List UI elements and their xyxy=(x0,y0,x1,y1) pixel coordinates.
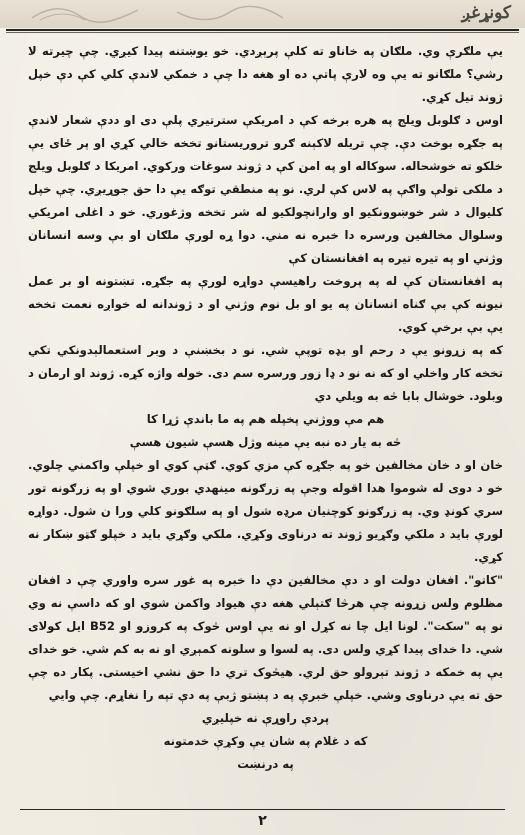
header-divider xyxy=(6,32,519,33)
paragraph: په افغانستان کې له په پروخت راهیسې دواړه لورې په جګړه. تښتونه او بر عمل نیونه کې بې ګناه انسانان په یو او بل نوم وژني او د ژوندانه له خواږه نعمت تخخه یې بې برخې کوي. xyxy=(28,274,503,334)
header-ornament-icon xyxy=(175,4,285,24)
footer-divider xyxy=(20,809,505,810)
closing-verse-line: که د غلام په شان یې وکړې خدمتونه xyxy=(163,734,368,748)
header-ornament-icon xyxy=(30,4,140,24)
closing-verse-line: پردې راوړې نه خپلیږي xyxy=(201,711,330,725)
paragraph: یې ملګرې وي. ملګان په خاناو ته کلې پرېږدي. خو یوښتنه پیدا کیږي. چې چیرته لا رشي؟ ملګانو ته یې وه لارې پاتې ده او هغه دا چې د خمکي لاندې کلي کې دې خپل ژوند تیل کړي. xyxy=(28,44,503,104)
paragraph: اوس د ګلوبل ویلج په هره برخه کې د امریکې سترتیري پلې دی او ددې شعار لاندې په جګړه بوخت دې. چې تريله لاکېنه ګرو تروریستانو تخخه خالي کړي او پر ځای یې خلکو ته خوشحاله. سوکاله او په امن کې د ژوند سوغات ورکوي. امریکا د ګلوبل ویلج د ملکی تولې واګې په لاس کې لري. نو په منطقي توګه یې دا حق جوړیږي. چې خپل کلیوال د شر خوښوونکیو او وارانچولکیو له شر تخخه وژغوري. خو د اغلی امریکي وسلوال مخالفین ورسره دا خبره نه مني. دوا ړه لورې ملګان او بې وسه انسانان وژني او په تیره تیره په افغانستان کې xyxy=(28,113,503,265)
article-body xyxy=(28,40,503,801)
page-header xyxy=(0,0,525,34)
verse-line: څه به یار ده نبه یې مینه وژل هسې شیون هسې xyxy=(129,435,402,449)
paragraph: که په زړونو یې د رحم او بډه توپې شي. نو د بخښنې د وبر استعمالېدونکي تکي تخخه کار واخلي او که نه نو د ډا زور ورسره سم دی. خوله واژه کړه. ژوند او ارمان د وبلود. خوشال بابا څه به ویلي دي xyxy=(28,343,503,403)
header-divider xyxy=(6,29,519,31)
signoff: په درنښت xyxy=(237,757,294,771)
page-footer xyxy=(0,805,525,835)
paragraph: خان او د خان مخالفین خو په جګړه کې مزي کوي. ګټې کوي او خپلې واکمني چلوي. خو د دوی له شوموا هدا اقوله وجې په زرګونه مینهدي بوري شوي او په زرګونه تور سري کونډ وي. په زرګونو کوچنیان مرډه شول او په سلګونو کلي ورا ن شول. دواړه لورې باید د ملکي وګړیو ژوند ته درناوی وکړي. ملکي وګړي باید د خپلو ګټو ښکار نه کړي. xyxy=(28,458,503,564)
paragraph: "کاتو". افغان دولت او د دې مخالفین دې دا خبره په غور سره واوري چې د افغان مظلوم ولس زړونه چې هرڅا ګتېلي هغه دې هیواد واکمن شوي او که داسې نه وي نو په "سکت". لونا ایل چا نه کړل او نه یې اوس څوک په کروزو او B52 ایل کولای شي. دا خدای پیدا کړي ولس دی. په لسوا و سلونه کمېږي او نه به کم شي. خو خدای یې په خمکه د ژوند تېرولو حق لري. هیڅوک تري دا حق نشي اخیستی. پکار ده چې حق ته یې درناوی وشي. خپلې خبرې په د پښتو ژبې په دې تپه را نغاړم. چې وایي xyxy=(28,573,503,702)
verse-line: هم مې ووژني پخپله هم په ما باندې ژړا کا xyxy=(146,412,385,426)
header-title: کونړغږ xyxy=(461,3,511,23)
page-number: ۲ xyxy=(258,813,267,829)
